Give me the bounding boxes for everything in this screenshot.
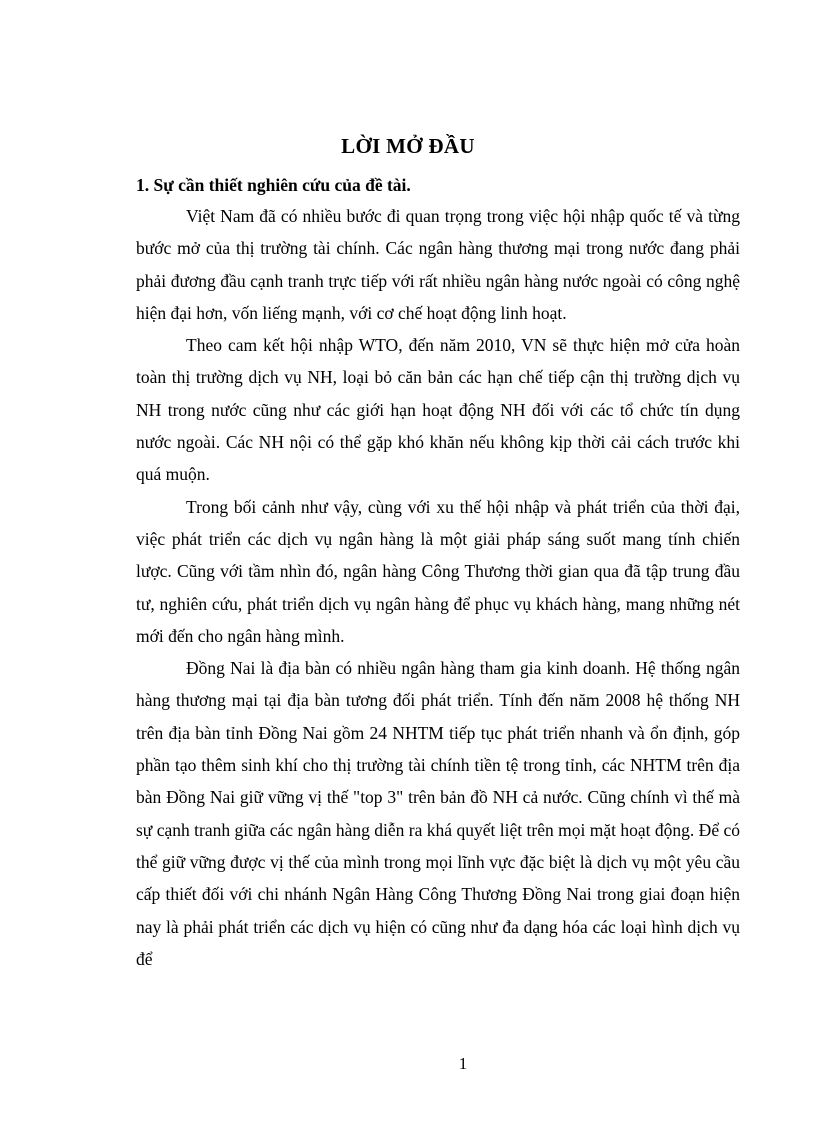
page-title: LỜI MỞ ĐẦU: [341, 134, 475, 158]
section-heading: 1. Sự cần thiết nghiên cứu của đề tài.: [136, 175, 411, 195]
paragraph-3: Trong bối cảnh như vậy, cùng với xu thế hội nhập và phát triển của thời đại, việc phát triển các dịch vụ ngân hàng là một giải pháp sáng suốt mang tính chiến lược. Cũng với tầm nhìn đó, ngân hàng Công Thương thời gian qua đã tập trung đầu tư, nghiên cứu, phát triển dịch vụ ngân hàng để phục vụ khách hàng, mang những nét mới đến cho ngân hàng mình.: [136, 496, 740, 646]
page-number: 1: [458, 1054, 468, 1073]
paragraph-4: Đồng Nai là địa bàn có nhiều ngân hàng tham gia kinh doanh. Hệ thống ngân hàng thương mại tại địa bàn tương đối phát triển. Tính đến năm 2008 hệ thống NH trên địa bàn tỉnh Đồng Nai gồm 24 NHTM tiếp tục phát triển nhanh và ổn định, góp phần tạo thêm sinh khí cho thị trường tài chính tiền tệ trong tỉnh, các NHTM trên địa bàn Đồng Nai giữ vững vị thế "top 3" trên bản đồ NH cả nước. Cũng chính vì thế mà sự cạnh tranh giữa các ngân hàng diễn ra khá quyết liệt trên mọi mặt hoạt động. Để có thể giữ vững được vị thế của mình trong mọi lĩnh vực đặc biệt là dịch vụ một yêu cầu cấp thiết đối với chi nhánh Ngân Hàng Công Thương Đồng Nai trong giai đoạn hiện nay là phải phát triển các dịch vụ hiện có cũng như đa dạng hóa các loại hình dịch vụ để: [136, 658, 740, 969]
paragraph-1: Việt Nam đã có nhiều bước đi quan trọng trong việc hội nhập quốc tế và từng bước mở của thị trường tài chính. Các ngân hàng thương mại trong nước đang phải phải đương đầu cạnh tranh trực tiếp với rất nhiều ngân hàng nước ngoài có công nghệ hiện đại hơn, vốn liếng mạnh, với cơ chế hoạt động linh hoạt.: [136, 206, 740, 323]
body-text: [136, 200, 740, 975]
paragraph-2: Theo cam kết hội nhập WTO, đến năm 2010, VN sẽ thực hiện mở cửa hoàn toàn thị trường dịch vụ NH, loại bỏ căn bản các hạn chế tiếp cận thị trường dịch vụ NH trong nước cũng như các giới hạn hoạt động NH đối với các tổ chức tín dụng nước ngoài. Các NH nội có thể gặp khó khăn nếu không kịp thời cải cách trước khi quá muộn.: [136, 335, 740, 485]
